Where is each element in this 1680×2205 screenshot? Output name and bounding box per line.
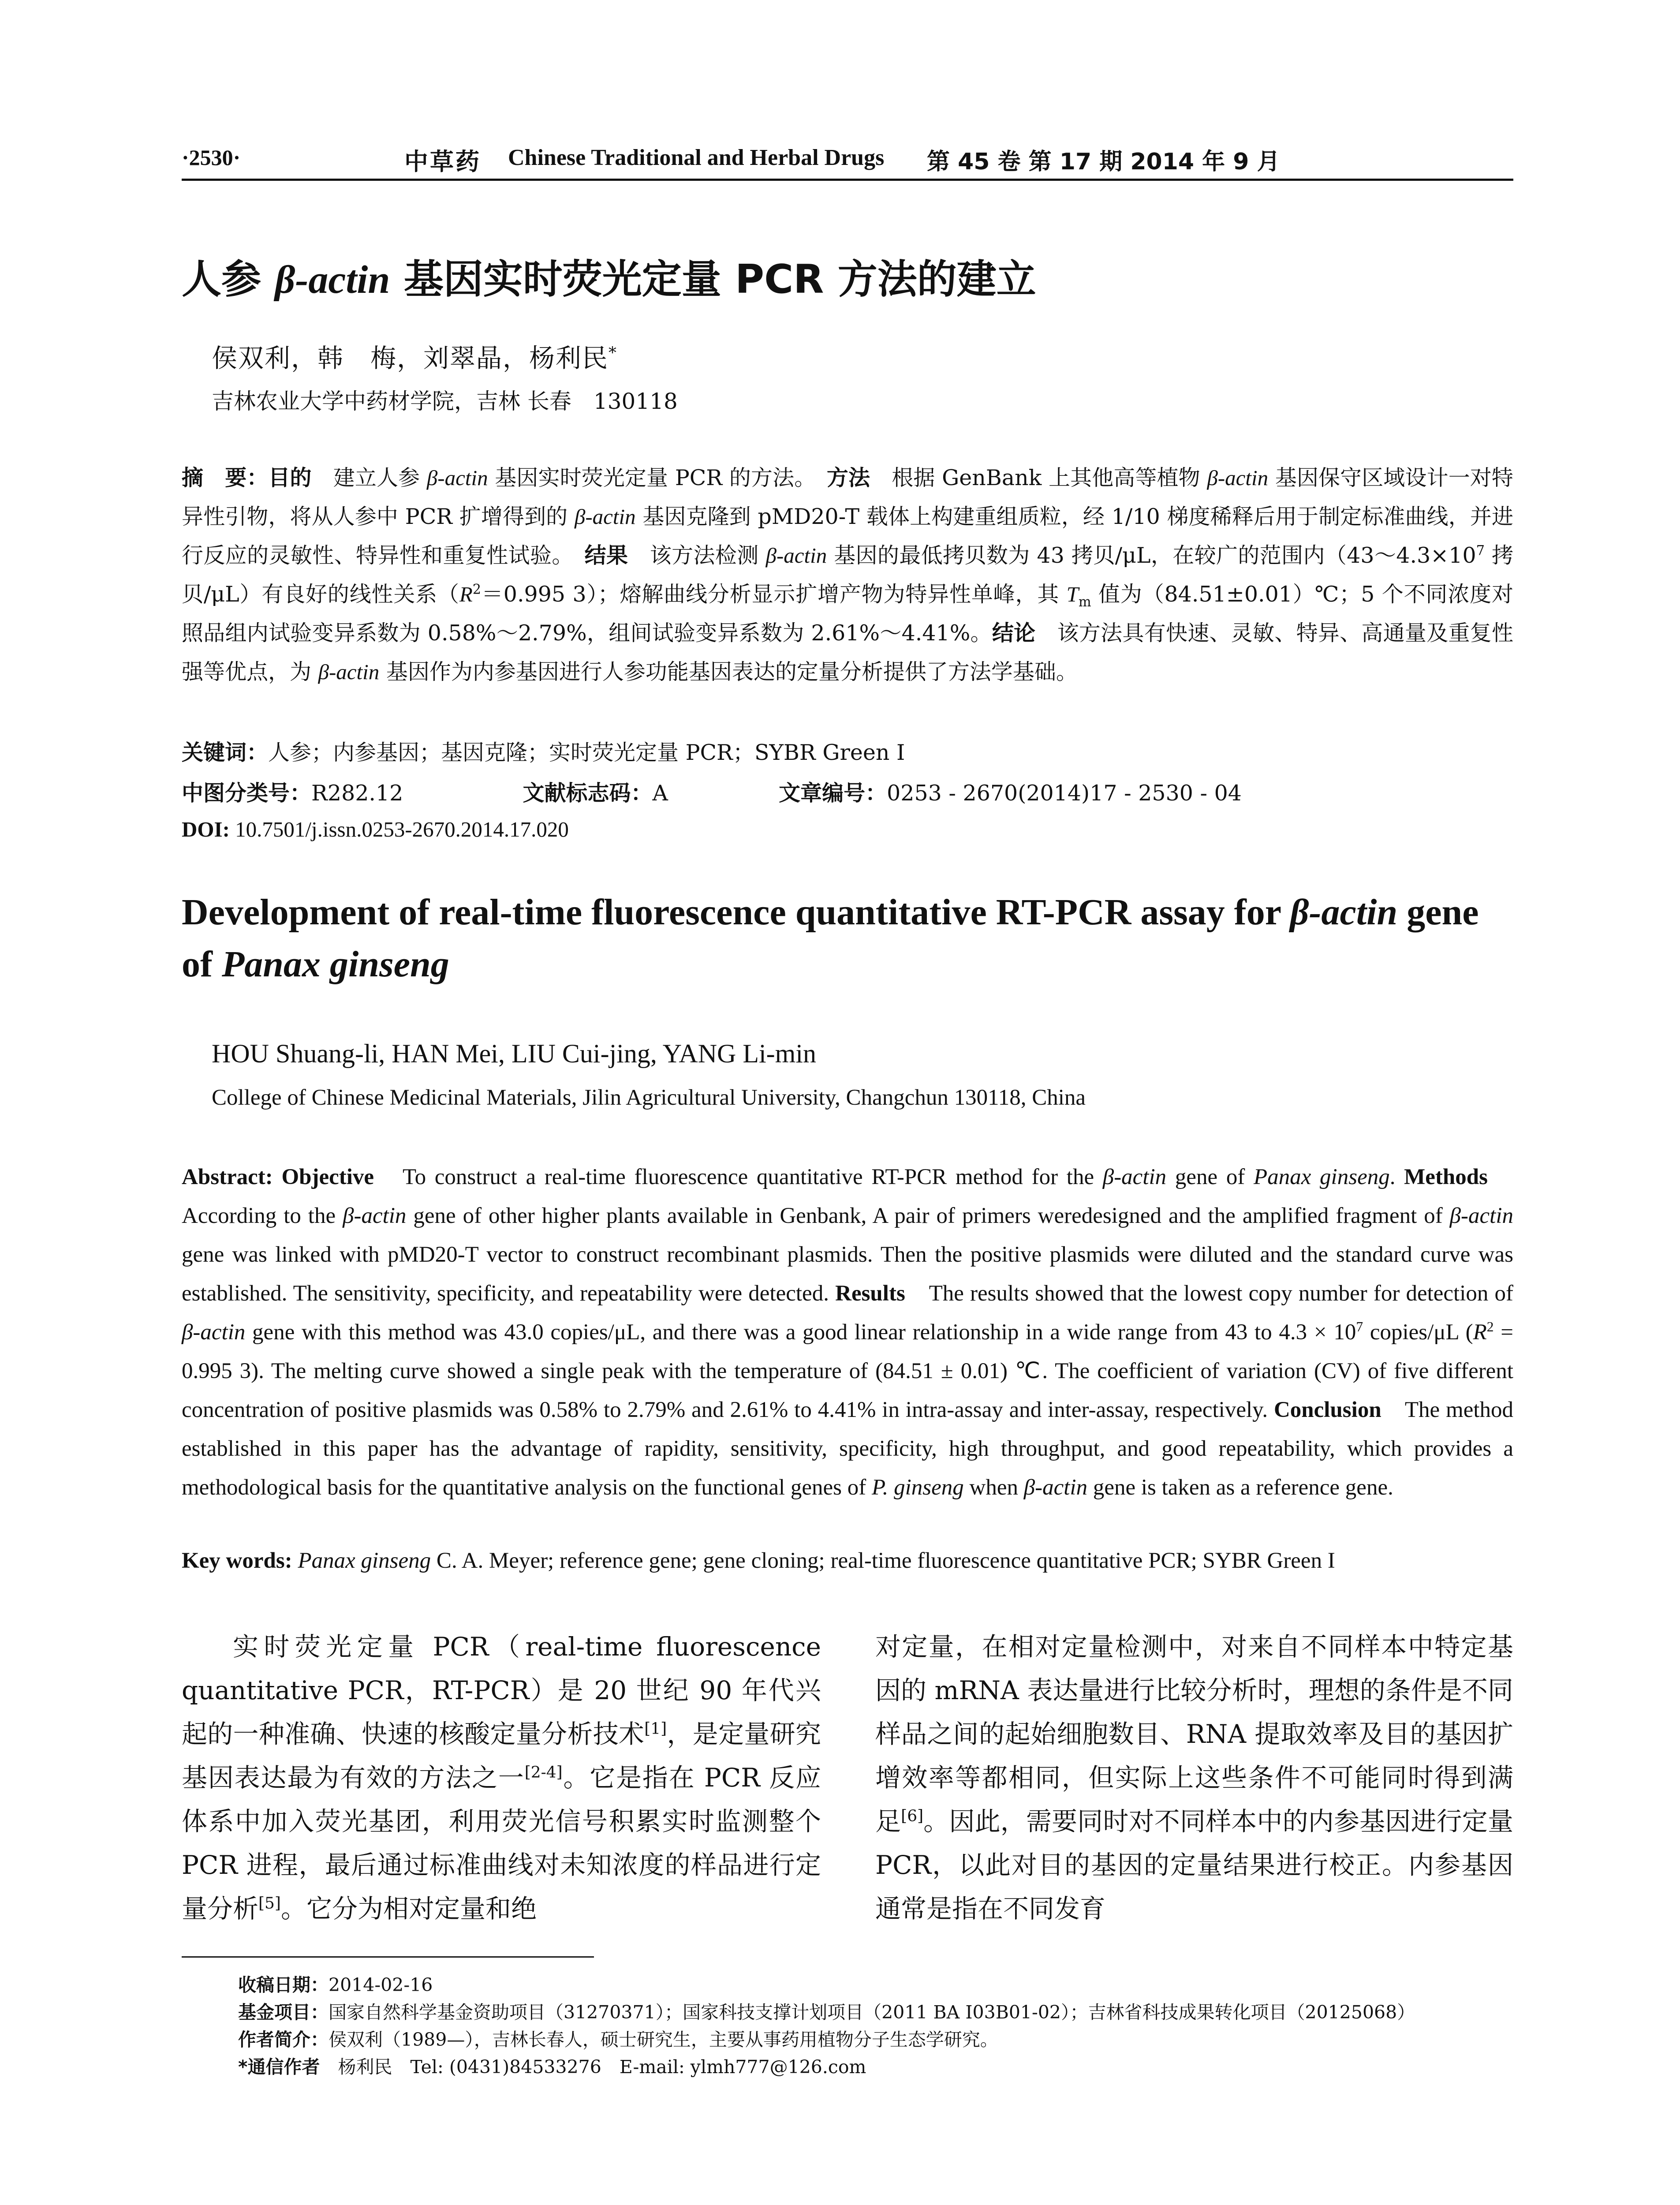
cn-classification: [182, 776, 1242, 807]
en-abstract-label: Abstract:: [182, 1165, 273, 1189]
body-text: 。它分为相对定量和绝: [280, 1894, 537, 1924]
clc-value: R282.12: [311, 781, 403, 806]
en-abs-text: gene of other higher plants available in Genbank, A pair of primers weredesigned and the amplified fragment of: [406, 1203, 1450, 1228]
article-no-label: 文章编号：: [779, 781, 887, 806]
en-abs-text: The results showed that the lowest copy number for detection of: [905, 1281, 1514, 1306]
cn-abs-sup: 7: [1476, 543, 1485, 559]
en-title-part: gene of: [182, 892, 1479, 985]
cn-keywords-text: 人参；内参基因；基因克隆；实时荧光定量 PCR；SYBR Green I: [268, 740, 905, 765]
body-text: 对定量，在相对定量检测中，对来自不同样本中特定基因的 mRNA 表达量进行比较分析时，理想的条件是不同样品之间的起始细胞数目、RNA 提取效率及目的基因扩增效率等都相同，但实际上这些条件不可能同时得到满足: [875, 1632, 1513, 1836]
cn-abs-text: 值为（84.51±0.01）℃；5 个不同浓度对照品组内试验变异系数为 0.58%～2.79%，组间试验变异系数为 2.61%～4.41%。: [182, 582, 1513, 646]
cn-abs-gene: β-actin: [318, 660, 380, 684]
cn-abs-text: 该方法检测: [628, 543, 766, 568]
citation[interactable]: [6]: [901, 1807, 924, 1825]
en-abs-text: = 0.995 3). The melting curve showed a single peak with the temperature of (84.51 ± 0.01) ℃. The coefficient of variation (CV) of five different concentration of positive plasmids was 0.58% to 2.79% and 2.61% to 4.41% in intra-assay and inter-assay, respectively.: [182, 1320, 1514, 1422]
cn-abs-gene: β-actin: [765, 543, 827, 568]
en-abs-text: gene is taken as a reference gene.: [1087, 1475, 1393, 1500]
cn-keywords: [182, 736, 905, 766]
body-column-left: [182, 1625, 821, 1931]
cn-abs-var: R: [459, 582, 473, 606]
en-keywords: [182, 1548, 1513, 1573]
en-abs-sup: 2: [1486, 1319, 1494, 1334]
cn-affiliation: 吉林农业大学中药材学院，吉林 长春 130118: [212, 389, 678, 414]
cn-title: [182, 247, 1036, 304]
page-number: ·2530·: [182, 145, 241, 170]
body-text: 。因此，需要同时对不同样本中的内参基因进行定量 PCR，以此对目的基因的定量结果进行校正。内参基因通常是指在不同发育: [875, 1806, 1513, 1924]
cn-methods-label: 方法: [826, 465, 870, 490]
en-title: [182, 886, 1513, 990]
en-abs-text: gene with this method was 43.0 copies/μL, and there was a good linear relationship in a wide range from 43 to 4.3 × 10: [245, 1320, 1356, 1345]
corr-label: *通信作者: [238, 2056, 320, 2078]
body-text: ，是定量研究基因表达最为有效的方法之一: [182, 1719, 821, 1793]
cn-abs-text: 基因保守区域设计一对特异性引物，将从人参中 PCR 扩增得到的: [182, 465, 1513, 529]
doc-code-label: 文献标志码：: [523, 781, 653, 806]
en-abs-species: Panax ginseng: [1254, 1165, 1390, 1189]
cn-results-label: 结果: [584, 543, 628, 568]
en-title-part: Development of real-time fluorescence quantitative RT-PCR assay for: [182, 892, 1290, 933]
en-abs-gene: β-actin: [182, 1320, 246, 1345]
en-abs-sup: 7: [1356, 1319, 1363, 1334]
en-abs-text: .: [1389, 1165, 1396, 1189]
en-title-gene: β-actin: [1290, 892, 1398, 933]
en-authors: HOU Shuang-li, HAN Mei, LIU Cui-jing, YANG Li-min: [212, 1039, 817, 1068]
en-abstract: [182, 1158, 1513, 1507]
en-abs-text: To construct a real-time fluorescence quantitative RT-PCR method for the: [374, 1165, 1103, 1189]
journal-logo: 中草药: [404, 148, 481, 176]
cn-abs-gene: β-actin: [1207, 466, 1269, 490]
footnote-corresponding: [238, 2053, 1517, 2081]
journal-name: Chinese Traditional and Herbal Drugs: [508, 145, 885, 170]
en-abs-text: gene was linked with pMD20-T vector to construct recombinant plasmids. Then the positive plasmids were diluted and the standard curve was established. The sensitivity, specificity, and repeatability were detected.: [182, 1242, 1513, 1306]
received-label: 收稿日期：: [238, 1974, 329, 1996]
citation[interactable]: [2-4]: [524, 1763, 563, 1782]
cn-abs-text: 建立人参: [311, 465, 427, 490]
en-abs-text: The method established in this paper has the advantage of rapidity, sensitivity, specificity, high throughput, and good repeatability, which provides a methodological basis for the quantitative analysis on the functional genes of: [182, 1398, 1514, 1500]
article-no-value: 0253 - 2670(2014)17 - 2530 - 04: [887, 781, 1242, 806]
en-affiliation: College of Chinese Medicinal Materials, Jilin Agricultural University, Changchun 130118, China: [212, 1085, 1086, 1110]
clc-label: 中图分类号：: [182, 781, 312, 806]
en-abs-text: copies/μL (: [1363, 1320, 1473, 1345]
cn-objective-label: 目的: [268, 465, 312, 490]
body-column-right: [875, 1625, 1513, 1931]
doi-value[interactable]: 10.7501/j.issn.0253-2670.2014.17.020: [229, 817, 569, 841]
cn-abs-var: T: [1066, 582, 1079, 606]
en-abs-gene: β-actin: [343, 1203, 407, 1228]
en-keywords-species: Panax ginseng: [298, 1548, 431, 1573]
cn-title-gene: β-actin: [275, 258, 390, 302]
footnote-fund: [238, 1999, 1517, 2026]
cn-abs-sub: m: [1078, 594, 1091, 610]
bio-label: 作者简介：: [238, 2029, 329, 2050]
page-header: [182, 141, 1513, 181]
cn-abs-gene: β-actin: [574, 505, 636, 529]
body-text: 。它是指在 PCR 反应体系中加入荧光基团，利用荧光信号积累实时监测整个 PCR 进程，最后通过标准曲线对未知浓度的样品进行定量分析: [182, 1763, 821, 1924]
doc-code-value: A: [652, 781, 668, 806]
issue-info: 第 45 卷 第 17 期 2014 年 9 月: [927, 149, 1280, 175]
cn-authors: [212, 337, 617, 374]
doi-label: DOI:: [182, 817, 230, 841]
doi-line: [182, 817, 569, 842]
cn-abs-text: 拷贝/μL）有良好的线性关系（: [182, 543, 1513, 607]
cn-abstract: [182, 459, 1513, 691]
received-date: 2014-02-16: [329, 1974, 433, 1996]
cn-abs-text: 基因作为内参基因进行人参功能基因表达的定量分析提供了方法学基础。: [379, 659, 1078, 684]
en-title-species: Panax ginseng: [221, 944, 449, 985]
en-keywords-label: Key words:: [182, 1548, 292, 1573]
en-abs-text: when: [963, 1475, 1024, 1500]
cn-keywords-label: 关键词：: [182, 740, 269, 765]
en-methods-label: Methods: [1404, 1165, 1488, 1189]
cn-abs-text: 该方法具有快速、灵敏、特异、高通量及重复性强等优点，为: [182, 620, 1513, 684]
en-objective-label: Objective: [281, 1165, 374, 1189]
cn-abs-text: 基因实时荧光定量 PCR 的方法。: [488, 465, 805, 490]
cn-conclusion-label: 结论: [992, 620, 1036, 646]
corr-text: 杨利民 Tel: (0431)84533276 E-mail: ylmh777@126.com: [320, 2056, 866, 2078]
en-keywords-text: C. A. Meyer; reference gene; gene cloning; real-time fluorescence quantitative PCR; SYBR Green I: [431, 1548, 1335, 1573]
fund-label: 基金项目：: [238, 2002, 329, 2023]
footnotes: [238, 1971, 1517, 2081]
en-abs-gene: β-actin: [1023, 1475, 1088, 1500]
bio-text: 侯双利（1989—），吉林长春人，硕士研究生，主要从事药用植物分子生态学研究。: [329, 2029, 998, 2050]
en-abs-species: P. ginseng: [872, 1475, 964, 1500]
cn-abs-text: ＝0.995 3）；熔解曲线分析显示扩增产物为特异性单峰，其: [481, 582, 1067, 607]
cn-abs-sup: 2: [472, 582, 482, 598]
cn-abs-text: 基因的最低拷贝数为 43 拷贝/μL，在较广的范围内（43～4.3×10: [827, 543, 1476, 568]
citation[interactable]: [1]: [644, 1719, 667, 1738]
cn-abs-gene: β-actin: [426, 466, 488, 490]
en-abs-var: R: [1473, 1320, 1487, 1345]
cn-abs-text: 基因克隆到 pMD20-T 载体上构建重组质粒，经 1/10 梯度稀释后用于制定标准曲线，并进行反应的灵敏性、特异性和重复性试验。: [182, 504, 1513, 568]
en-abs-gene: β-actin: [1449, 1203, 1513, 1228]
cn-title-part: 基因实时荧光定量 PCR 方法的建立: [390, 256, 1036, 303]
citation[interactable]: [5]: [258, 1894, 281, 1913]
cn-authors-text: 侯双利，韩 梅，刘翠晶，杨利民: [212, 343, 609, 373]
cn-abstract-label: 摘 要：: [182, 465, 269, 490]
corresponding-mark: *: [609, 344, 617, 362]
en-abs-gene: β-actin: [1102, 1165, 1167, 1189]
body-text: 实时荧光定量 PCR（real-time fluorescence quantitative PCR，RT-PCR）是 20 世纪 90 年代兴起的一种准确、快速的核酸定量分析技术: [182, 1632, 821, 1749]
en-results-label: Results: [835, 1281, 905, 1306]
en-abs-text: According to the: [182, 1165, 1513, 1228]
cn-title-part: 人参: [182, 256, 275, 303]
footnote-bio: [238, 2026, 1517, 2053]
cn-abs-text: 根据 GenBank 上其他高等植物: [870, 465, 1207, 490]
en-conclusion-label: Conclusion: [1273, 1398, 1381, 1422]
footnote-received: [238, 1971, 1517, 1999]
footnote-rule: [182, 1956, 594, 1958]
en-abs-text: gene of: [1166, 1165, 1254, 1189]
header-rule: [182, 179, 1513, 181]
fund-text: 国家自然科学基金资助项目（31270371）；国家科技支撑计划项目（2011 BA I03B01-02）；吉林省科技成果转化项目（20125068）: [329, 2002, 1415, 2023]
